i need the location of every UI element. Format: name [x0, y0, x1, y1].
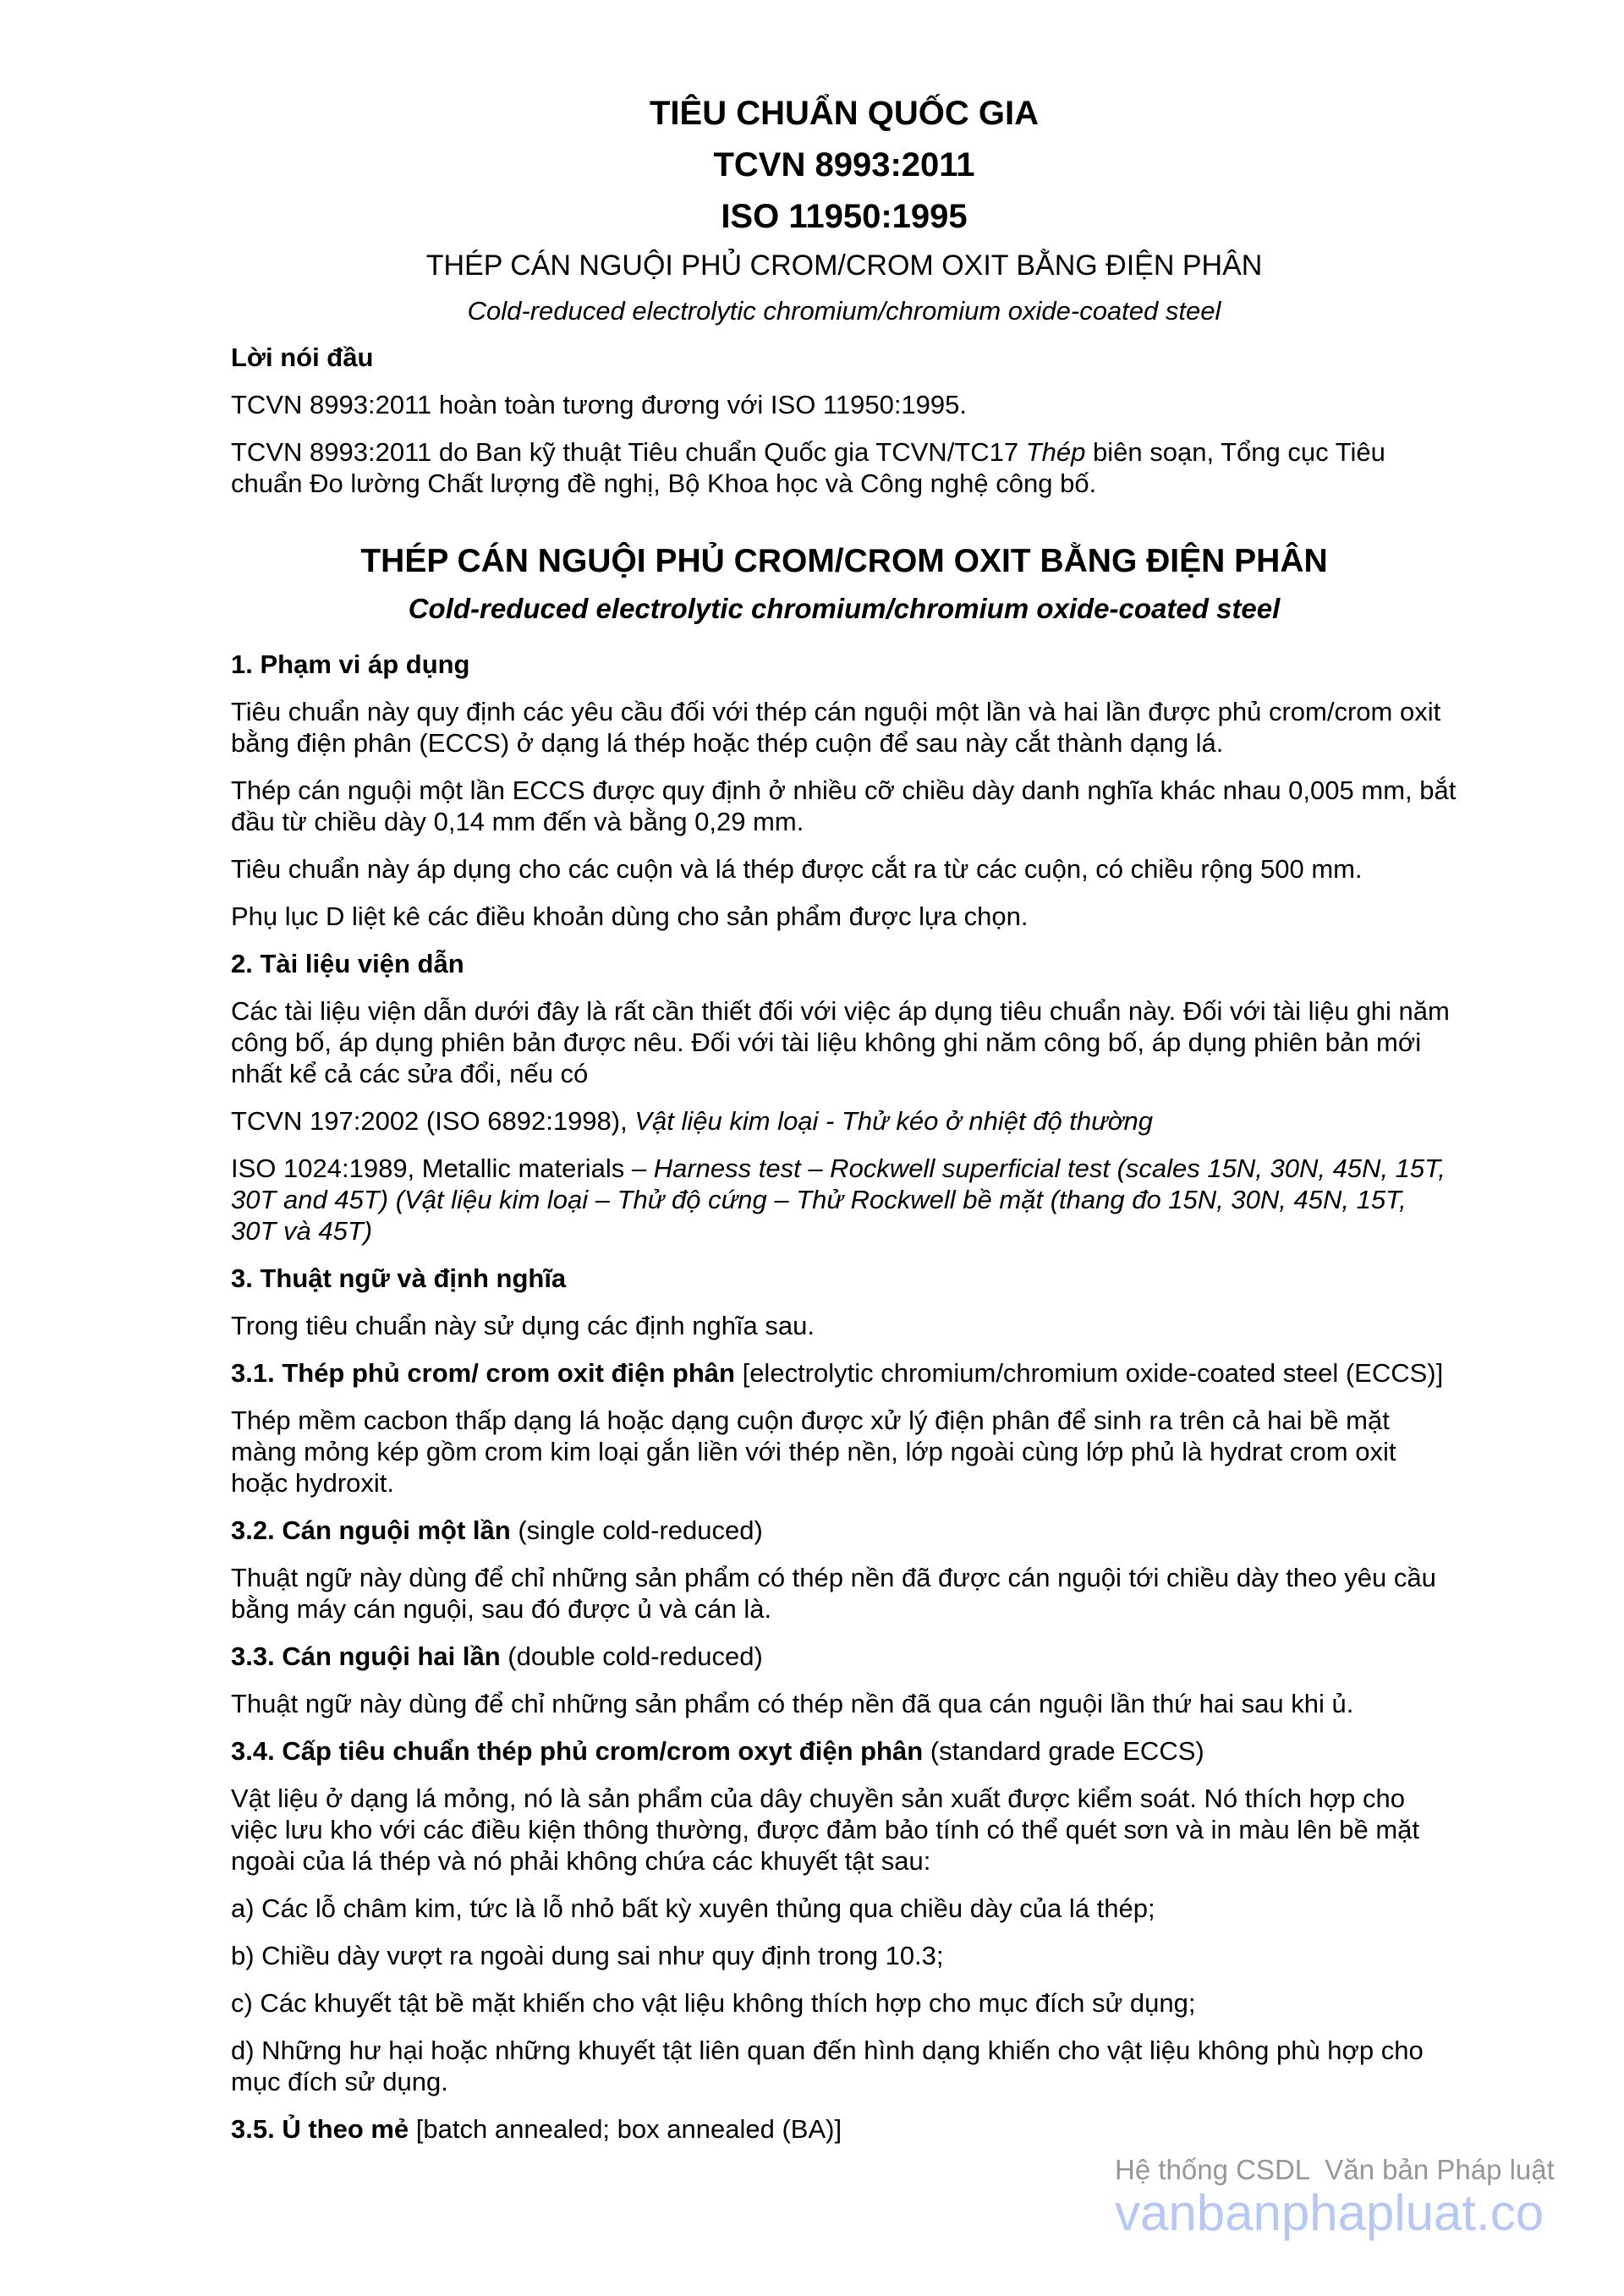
paragraph: Các tài liệu viện dẫn dưới đây là rất cần thiết đối với việc áp dụng tiêu chuẩn này. Đối với tài liệu ghi năm công bố, áp dụng phiên bản được nêu. Đối với tài liệu không ghi năm công bố, áp dụng phiên bản mới nhất kể cả các sửa đổi, nếu có: [231, 996, 1450, 1088]
main-title-en: Cold-reduced electrolytic chromium/chromium oxide-coated steel: [408, 593, 1281, 624]
paragraph: Trong tiêu chuẩn này sử dụng các định nghĩa sau.: [231, 1311, 815, 1340]
term-number-name: 3.3. Cán nguội hai lần: [231, 1641, 501, 1671]
section-heading-2: 2. Tài liệu viện dẫn: [231, 949, 464, 978]
reference-code: TCVN 197:2002 (ISO 6892:1998),: [231, 1106, 635, 1136]
paragraph: Tiêu chuẩn này áp dụng cho các cuộn và lá thép được cắt ra từ các cuộn, có chiều rộng 500 mm.: [231, 854, 1363, 884]
paragraph: [231, 436, 1457, 499]
reference-title: Harness test – Rockwell superficial test (scales 15N, 30N, 45N, 15T, 30T and 45T) (Vật liệu kim loại – Thử độ cứng – Thử Rockwell bề mặt (thang đo 15N, 30N, 45N, 15T, 30T và 45T): [231, 1153, 1446, 1246]
document-header: [231, 88, 1457, 333]
list-item: c) Các khuyết tật bề mặt khiến cho vật liệu không thích hợp cho mục đích sử dụng;: [231, 1988, 1196, 2018]
term-number-name: 3.1. Thép phủ crom/ crom oxit điện phân: [231, 1358, 735, 1388]
term-number-name: 3.2. Cán nguội một lần: [231, 1515, 511, 1545]
term-heading: [231, 1357, 1457, 1389]
foreword-heading: Lời nói đầu: [231, 342, 374, 372]
paragraph-text: TCVN 8993:2011 do Ban kỹ thuật Tiêu chuẩn Quốc gia TCVN/TC17: [231, 437, 1026, 467]
term-english: (double cold-reduced): [500, 1641, 763, 1671]
list-item: d) Những hư hại hoặc những khuyết tật liên quan đến hình dạng khiến cho vật liệu không phù hợp cho mục đích sử dụng.: [231, 2036, 1424, 2096]
doc-type-title: TIÊU CHUẨN QUỐC GIA: [650, 95, 1039, 132]
term-english: (single cold-reduced): [510, 1515, 763, 1545]
standard-number: TCVN 8993:2011: [713, 146, 975, 184]
term-number-name: 3.5. Ủ theo mẻ: [231, 2114, 409, 2144]
term-heading: [231, 1515, 1457, 1546]
paragraph-text: biên soạn, Tổng cục Tiêu chuẩn Đo lường Chất lượng đề nghị, Bộ Khoa học và Công nghệ công bố.: [231, 437, 1385, 498]
reference-item: [231, 1153, 1457, 1247]
reference-code: ISO 1024:1989, Metallic materials –: [231, 1153, 654, 1183]
reference-title: Vật liệu kim loại - Thử kéo ở nhiệt độ thường: [634, 1106, 1154, 1136]
doc-subtitle-vi: THÉP CÁN NGUỘI PHỦ CROM/CROM OXIT BẰNG ĐIỆN PHÂN: [425, 249, 1263, 282]
term-english: [batch annealed; box annealed (BA)]: [409, 2114, 842, 2144]
term-heading: [231, 1735, 1457, 1767]
list-item: a) Các lỗ châm kim, tức là lỗ nhỏ bất kỳ xuyên thủng qua chiều dày của lá thép;: [231, 1893, 1155, 1923]
paragraph: Tiêu chuẩn này quy định các yêu cầu đối với thép cán nguội một lần và hai lần được phủ crom/crom oxit bằng điện phân (ECCS) ở dạng lá thép hoặc thép cuộn để sau này cắt thành dạng lá.: [231, 697, 1441, 758]
document-page: [231, 0, 1457, 2161]
section-heading-3: 3. Thuật ngữ và định nghĩa: [231, 1263, 567, 1293]
paragraph: Thép cán nguội một lần ECCS được quy định ở nhiều cỡ chiều dày danh nghĩa khác nhau 0,005 mm, bắt đầu từ chiều dày 0,14 mm đến và bằng 0,29 mm.: [231, 775, 1457, 836]
italic-term: Thép: [1025, 437, 1086, 467]
watermark-text: Hệ thống CSDL Văn bản Pháp luật: [1115, 2154, 1555, 2185]
section-heading-1: 1. Phạm vi áp dụng: [231, 649, 470, 679]
term-definition: Thuật ngữ này dùng để chỉ những sản phẩm có thép nền đã qua cán nguội lần thứ hai sau khi ủ.: [231, 1689, 1354, 1718]
term-heading: [231, 1641, 1457, 1672]
list-item: b) Chiều dày vượt ra ngoài dung sai như quy định trong 10.3;: [231, 1941, 944, 1970]
term-definition: Thép mềm cacbon thấp dạng lá hoặc dạng cuộn được xử lý điện phân để sinh ra trên cả hai bề mặt màng mỏng kép gồm crom kim loại gắn liền với thép nền, lớp ngoài cùng lớp phủ là hydrat crom oxit hoặc hydroxit.: [231, 1406, 1396, 1498]
watermark-site-name: vanbanphapluat.co: [1115, 2184, 1544, 2241]
term-english: [electrolytic chromium/chromium oxide-coated steel (ECCS)]: [734, 1358, 1444, 1388]
term-english: (standard grade ECCS): [923, 1736, 1204, 1766]
main-title-vi: THÉP CÁN NGUỘI PHỦ CROM/CROM OXIT BẰNG ĐIỆN PHÂN: [360, 543, 1328, 579]
reference-item: [231, 1105, 1457, 1137]
term-heading: [231, 2113, 1457, 2145]
paragraph: Phụ lục D liệt kê các điều khoản dùng cho sản phẩm được lựa chọn.: [231, 901, 1029, 931]
iso-number: ISO 11950:1995: [721, 198, 968, 235]
term-definition: Vật liệu ở dạng lá mỏng, nó là sản phẩm của dây chuyền sản xuất được kiểm soát. Nó thích hợp cho việc lưu kho với các điều kiện thông thường, được đảm bảo tính có thể quét sơn và in màu lên bề mặt ngoài của lá thép và nó phải không chứa các khuyết tật sau:: [231, 1784, 1420, 1876]
term-definition: Thuật ngữ này dùng để chỉ những sản phẩm có thép nền đã được cán nguội tới chiều dày theo yêu cầu bằng máy cán nguội, sau đó được ủ và cán là.: [231, 1563, 1436, 1624]
term-number-name: 3.4. Cấp tiêu chuẩn thép phủ crom/crom oxyt điện phân: [231, 1736, 924, 1766]
doc-subtitle-en: Cold-reduced electrolytic chromium/chromium oxide-coated steel: [467, 296, 1221, 326]
watermark: [1115, 2155, 1555, 2239]
paragraph: TCVN 8993:2011 hoàn toàn tương đương với ISO 11950:1995.: [231, 390, 968, 419]
